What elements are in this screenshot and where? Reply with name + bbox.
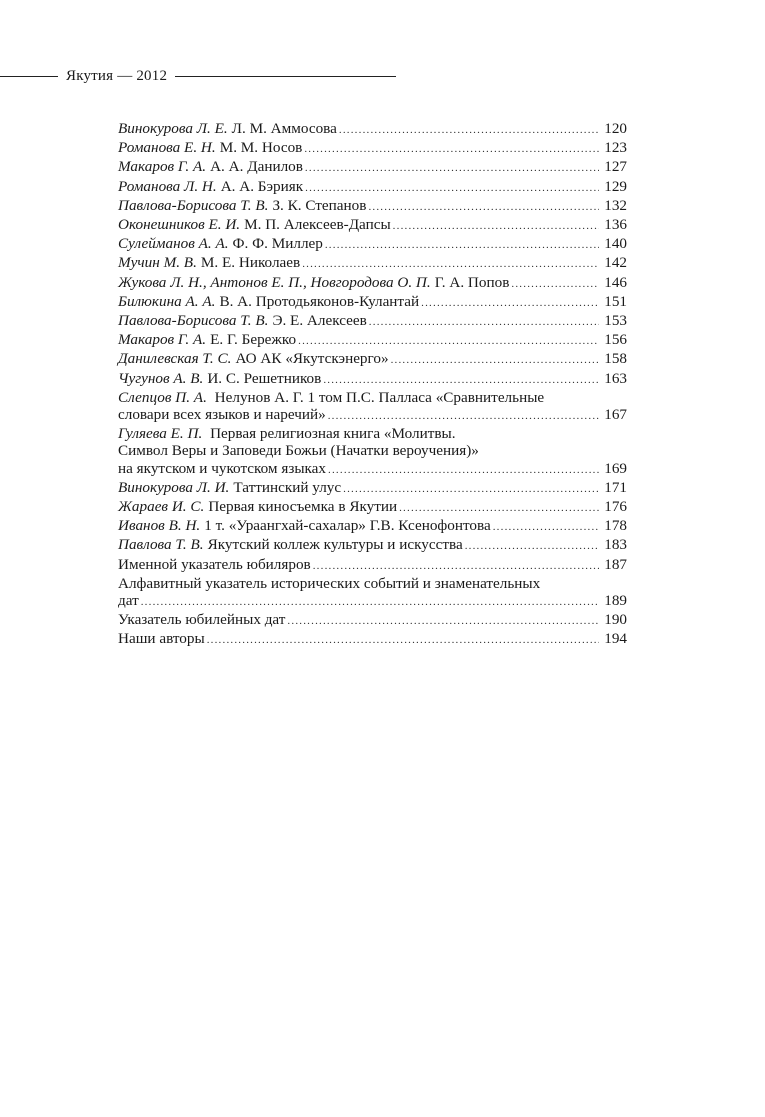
toc-title: М. М. Носов xyxy=(219,139,303,157)
toc-page-number: 183 xyxy=(604,536,627,554)
toc-page-number: 178 xyxy=(604,517,627,535)
toc-title-continuation: словари всех языков и наречий» xyxy=(118,406,326,424)
toc-page-number: 127 xyxy=(604,158,627,176)
toc-entry xyxy=(118,235,627,254)
toc-author: Иванов В. Н. xyxy=(118,517,201,535)
toc-entry xyxy=(118,312,627,331)
toc-title: Якутский коллеж культуры и искусства xyxy=(207,536,463,554)
toc-leader-dots xyxy=(323,372,599,389)
toc-entry xyxy=(118,498,627,517)
toc-title: Указатель юбилейных дат xyxy=(118,611,286,629)
toc-leader-dots xyxy=(305,160,599,177)
toc-title-continuation: Символ Веры и Заповеди Божьи (Начатки вероучения)» xyxy=(118,442,479,460)
toc-entry xyxy=(118,254,627,273)
toc-page-number: 146 xyxy=(604,273,627,291)
toc-entry xyxy=(118,575,627,611)
toc-author: Винокурова Л. Е. xyxy=(118,120,228,137)
toc-leader-dots xyxy=(328,462,599,479)
toc-page-number: 153 xyxy=(604,312,627,330)
toc-title: Первая киносъемка в Якутии xyxy=(208,498,398,516)
toc-entry xyxy=(118,120,627,139)
toc-author: Сулейманов А. А. xyxy=(118,235,229,253)
toc-author: Чугунов А. В. xyxy=(118,369,204,387)
toc-author: Жараев И. С. xyxy=(118,498,205,516)
toc-page-number: 142 xyxy=(604,254,627,272)
toc-leader-dots xyxy=(465,538,599,555)
toc-entry xyxy=(118,370,627,389)
toc-page-number: 169 xyxy=(604,459,627,477)
toc-page-number: 129 xyxy=(604,177,627,195)
toc-entry xyxy=(118,197,627,216)
toc-page-number: 156 xyxy=(604,331,627,349)
toc-title: Таттинский улус xyxy=(233,478,342,496)
toc-page-number: 176 xyxy=(604,498,627,516)
toc-entry xyxy=(118,216,627,235)
toc-author: Павлова Т. В. xyxy=(118,536,204,554)
table-of-contents xyxy=(118,120,627,650)
toc-entry xyxy=(118,274,627,293)
toc-leader-dots xyxy=(391,352,599,369)
toc-leader-dots xyxy=(325,237,599,254)
toc-author: Макаров Г. А. xyxy=(118,158,207,176)
toc-page-number: 187 xyxy=(604,555,627,573)
toc-leader-dots xyxy=(302,256,599,273)
toc-title: А. А. Данилов xyxy=(210,158,303,176)
toc-title-continuation: на якутском и чукотском языках xyxy=(118,459,327,477)
toc-leader-dots xyxy=(421,295,599,312)
toc-author: Гуляева Е. П. xyxy=(118,425,203,443)
toc-title: Л. М. Аммосова xyxy=(231,120,337,137)
toc-leader-dots xyxy=(304,141,599,158)
toc-title: Э. Е. Алексеев xyxy=(272,312,367,330)
toc-author: Романова Е. Н. xyxy=(118,139,216,157)
toc-author: Винокурова Л. И. xyxy=(118,478,230,496)
toc-author: Мучин М. В. xyxy=(118,254,197,272)
toc-entry xyxy=(118,178,627,197)
toc-title: М. П. Алексеев-Дапсы xyxy=(244,216,391,234)
toc-leader-dots xyxy=(141,594,599,611)
toc-entry xyxy=(118,293,627,312)
toc-leader-dots xyxy=(343,481,599,498)
toc-title: Наши авторы xyxy=(118,630,205,648)
toc-leader-dots xyxy=(368,199,599,216)
toc-leader-dots xyxy=(369,314,599,331)
toc-title: Нелунов А. Г. 1 том П.С. Палласа «Сравнительные xyxy=(214,388,545,406)
toc-leader-dots xyxy=(207,632,599,649)
toc-leader-dots xyxy=(511,276,599,293)
toc-title: З. К. Степанов xyxy=(272,196,367,214)
running-title: Якутия — 2012 xyxy=(66,67,168,84)
toc-entry xyxy=(118,425,627,479)
header-rule-right xyxy=(175,76,396,77)
header-rule-left xyxy=(0,76,58,77)
toc-author: Романова Л. Н. xyxy=(118,177,217,195)
toc-title-continuation: дат xyxy=(118,592,139,610)
toc-leader-dots xyxy=(298,333,599,350)
toc-page-number: 132 xyxy=(604,196,627,214)
toc-entry xyxy=(118,630,627,649)
toc-title: М. Е. Николаев xyxy=(200,254,301,272)
toc-title: 1 т. «Ураангхай-сахалар» Г.В. Ксенофонтова xyxy=(204,517,491,535)
toc-page-number: 190 xyxy=(604,611,627,629)
toc-page-number: 123 xyxy=(604,139,627,157)
toc-title: А. А. Бэрияк xyxy=(220,177,304,195)
toc-title: Е. Г. Бережко xyxy=(210,331,297,349)
toc-author: Слепцов П. А. xyxy=(118,388,207,406)
toc-leader-dots xyxy=(339,122,599,139)
toc-title: В. А. Протодьяконов-Кулантай xyxy=(219,292,420,310)
toc-page-number: 151 xyxy=(604,292,627,310)
toc-page-number: 163 xyxy=(604,369,627,387)
toc-leader-dots xyxy=(399,500,599,517)
toc-entry xyxy=(118,556,627,575)
toc-page-number: 171 xyxy=(604,478,627,496)
toc-author: Билюкина А. А. xyxy=(118,292,216,310)
toc-entry xyxy=(118,536,627,555)
toc-title: Ф. Ф. Миллер xyxy=(232,235,323,253)
toc-page-number: 136 xyxy=(604,216,627,234)
running-header xyxy=(0,64,400,88)
toc-title: Первая религиозная книга «Молитвы. xyxy=(210,425,456,443)
toc-entry xyxy=(118,350,627,369)
toc-title: Алфавитный указатель исторических событий и знаменательных xyxy=(118,574,541,592)
toc-entry xyxy=(118,517,627,536)
toc-page-number: 167 xyxy=(604,406,627,424)
toc-title: Именной указатель юбиляров xyxy=(118,555,311,573)
toc-leader-dots xyxy=(313,558,599,575)
toc-title: И. С. Решетников xyxy=(207,369,322,387)
toc-author: Павлова-Борисова Т. В. xyxy=(118,196,269,214)
toc-author: Павлова-Борисова Т. В. xyxy=(118,312,269,330)
toc-page-number: 189 xyxy=(604,592,627,610)
toc-leader-dots xyxy=(305,180,599,197)
toc-entry xyxy=(118,158,627,177)
toc-entry xyxy=(118,139,627,158)
toc-entry xyxy=(118,331,627,350)
toc-leader-dots xyxy=(493,519,599,536)
toc-page-number: 140 xyxy=(604,235,627,253)
toc-title: АО АК «Якутскэнерго» xyxy=(235,350,389,368)
toc-page-number: 158 xyxy=(604,350,627,368)
toc-entry xyxy=(118,389,627,425)
toc-leader-dots xyxy=(393,218,599,235)
toc-leader-dots xyxy=(328,408,599,425)
toc-author: Оконешников Е. И. xyxy=(118,216,241,234)
toc-entry xyxy=(118,479,627,498)
toc-author: Макаров Г. А. xyxy=(118,331,207,349)
toc-page-number: 194 xyxy=(604,630,627,648)
toc-leader-dots xyxy=(287,613,599,630)
toc-page-number: 120 xyxy=(604,120,627,137)
toc-title: Г. А. Попов xyxy=(434,273,510,291)
toc-entry xyxy=(118,611,627,630)
toc-author: Жукова Л. Н., Антонов Е. П., Новгородова О. П. xyxy=(118,273,431,291)
toc-author: Данилевская Т. С. xyxy=(118,350,232,368)
